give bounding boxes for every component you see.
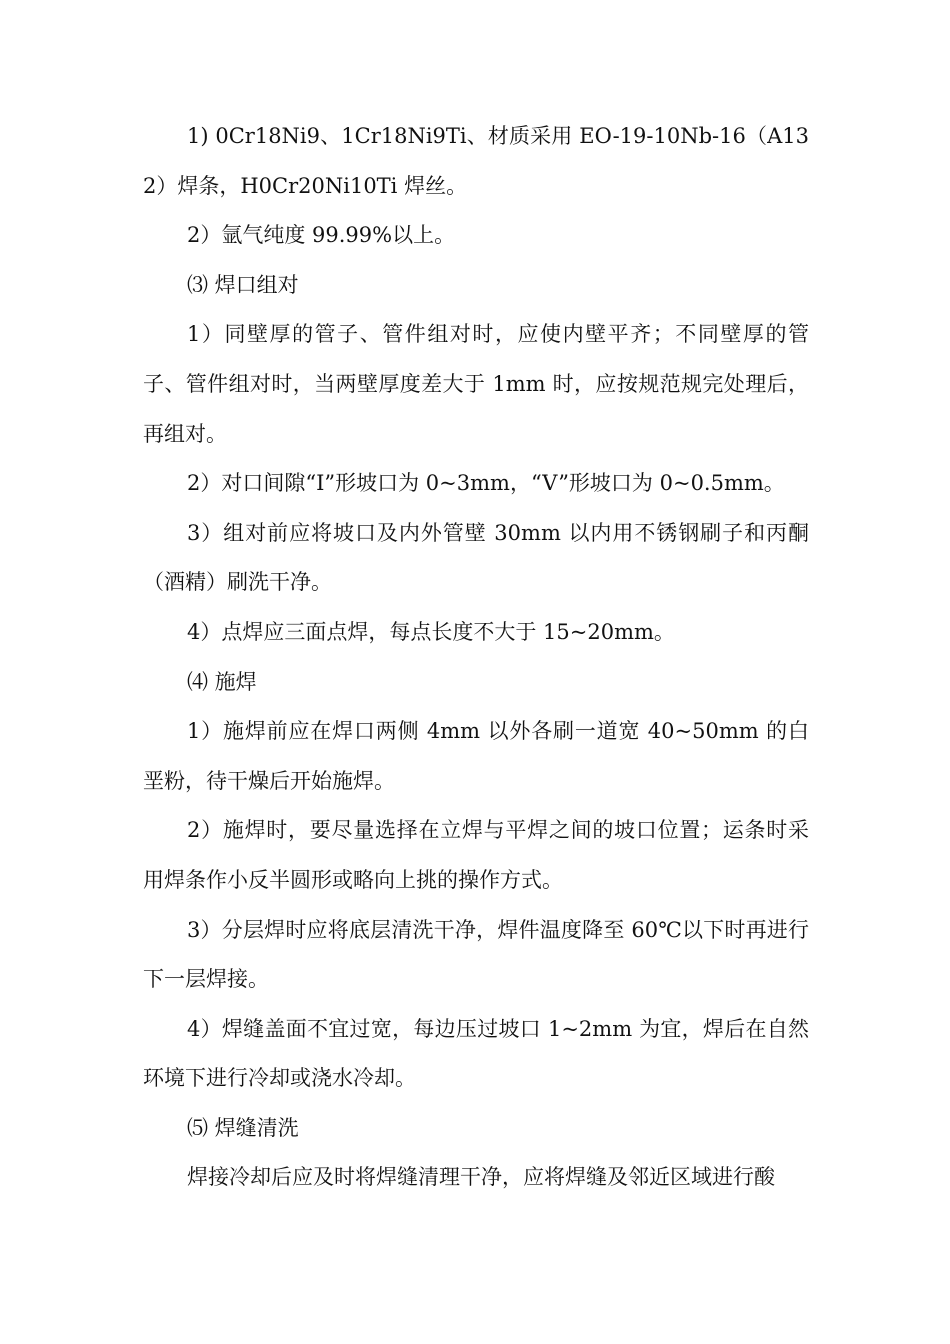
section-heading-welding: ⑷ 施焊	[187, 669, 257, 694]
paragraph-materials-electrode: 1) 0Cr18Ni9、1Cr18Ni9Ti、材质采用 EO-19-10Nb-16（A132）焊条，H0Cr20Ni10Ti 焊丝。	[143, 124, 809, 198]
paragraph-chalk-coating: 1）施焊前应在焊口两侧 4mm 以外各刷一道宽 40~50mm 的白垩粉，待干燥后开始施焊。	[143, 719, 809, 793]
paragraph-joint-gap: 2）对口间隙“I”形坡口为 0~3mm，“V”形坡口为 0~0.5mm。	[187, 471, 785, 496]
paragraph-argon-purity: 2）氩气纯度 99.99%以上。	[187, 223, 456, 248]
paragraph-weld-cap: 4）焊缝盖面不宜过宽，每边压过坡口 1~2mm 为宜，焊后在自然环境下进行冷却或浇水冷却。	[143, 1016, 809, 1091]
section-heading-joint-assembly: ⑶ 焊口组对	[187, 272, 299, 297]
paragraph-welding-position: 2）施焊时，要尽量选择在立焊与平焊之间的坡口位置；运条时采用焊条作小反半圆形或略向上挑的操作方式。	[143, 818, 809, 892]
paragraph-layered-welding: 3）分层焊时应将底层清洗干净，焊件温度降至 60℃以下时再进行下一层焊接。	[143, 917, 809, 992]
paragraph-bevel-cleaning: 3）组对前应将坡口及内外管壁 30mm 以内用不锈钢刷子和丙酮（酒精）刷洗干净。	[143, 520, 809, 595]
document-body	[143, 112, 809, 1203]
paragraph-wall-alignment: 1）同壁厚的管子、管件组对时，应使内壁平齐；不同壁厚的管子、管件组对时，当两壁厚度差大于 1mm 时，应按规范规完处理后，再组对。	[143, 322, 809, 446]
paragraph-tack-weld: 4）点焊应三面点焊，每点长度不大于 15~20mm。	[187, 619, 675, 644]
paragraph-post-weld-cleaning: 焊接冷却后应及时将焊缝清理干净，应将焊缝及邻近区域进行酸	[187, 1165, 775, 1190]
section-heading-weld-cleaning: ⑸ 焊缝清洗	[187, 1115, 299, 1140]
